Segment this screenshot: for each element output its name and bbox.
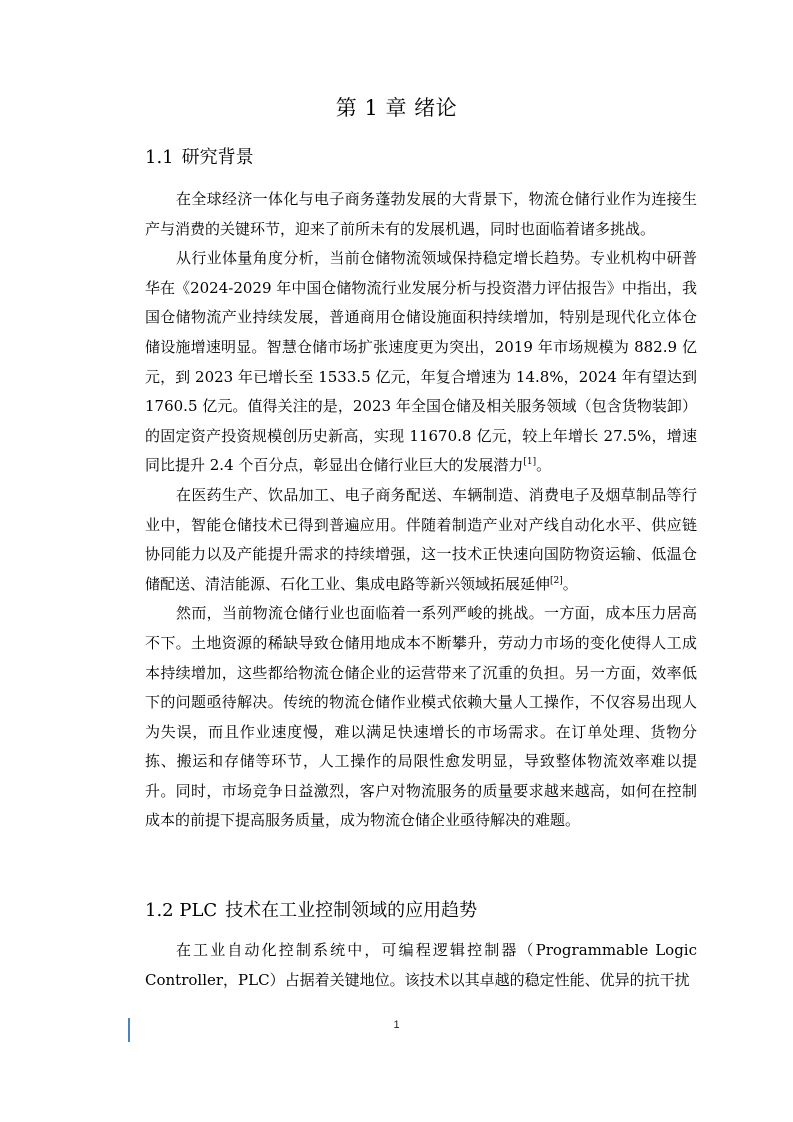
paragraph — [145, 244, 697, 481]
paragraph-text: 在医药生产、饮品加工、电子商务配送、车辆制造、消费电子及烟草制品等行业中，智能仓储技术已得到普遍应用。伴随着制造产业对产线自动化水平、供应链协同能力以及产能提升需求的持续增强，这一技术正快速向国防物资运输、低温仓储配送、清洁能源、石化工业、集成电路等新兴领域拓展延伸 — [145, 485, 697, 593]
paragraph-tail: 。 — [562, 574, 578, 593]
section-title: 技术在工业控制领域的应用趋势 — [225, 900, 478, 921]
section-heading-1-2 — [145, 898, 477, 924]
chapter-title: 第 1 章 绪论 — [335, 96, 458, 120]
section-1-2-body — [145, 936, 697, 995]
paragraph — [145, 599, 697, 836]
citation-ref: [1] — [523, 457, 537, 468]
paragraph — [145, 936, 697, 995]
paragraph-tail: 。 — [536, 456, 552, 475]
section-1-1-body — [145, 185, 697, 836]
paragraph-text: 在工业自动化控制系统中，可编程逻辑控制器（Programmable Logic Controller，PLC）占据着关键地位。该技术以其卓越的稳定性能、优异的抗干扰 — [145, 941, 697, 989]
section-heading-1-1 — [145, 145, 254, 171]
paragraph — [145, 185, 697, 244]
section-title: 研究背景 — [181, 147, 254, 168]
paragraph — [145, 481, 697, 599]
page-number: 1 — [393, 1019, 400, 1031]
section-number: 1.2 PLC — [145, 900, 218, 921]
paragraph-text: 然而，当前物流仓储行业也面临着一系列严峻的挑战。一方面，成本压力居高不下。土地资源的稀缺导致仓储用地成本不断攀升，劳动力市场的变化使得人工成本持续增加，这些都给物流仓储企业的运营带来了沉重的负担。另一方面，效率低下的问题亟待解决。传统的物流仓储作业模式依赖大量人工操作，不仅容易出现人为失误，而且作业速度慢，难以满足快速增长的市场需求。在订单处理、货物分拣、搬运和存储等环节，人工操作的局限性愈发明显，导致整体物流效率难以提升。同时，市场竞争日益激烈，客户对物流服务的质量要求越来越高，如何在控制成本的前提下提高服务质量，成为物流仓储企业亟待解决的难题。 — [145, 604, 697, 830]
citation-ref: [2] — [550, 575, 563, 586]
paragraph-text: 在全球经济一体化与电子商务蓬勃发展的大背景下，物流仓储行业作为连接生产与消费的关键环节，迎来了前所未有的发展机遇，同时也面临着诸多挑战。 — [145, 190, 697, 238]
section-number: 1.1 — [145, 147, 174, 168]
paragraph-text: 从行业体量角度分析，当前仓储物流领域保持稳定增长趋势。专业机构中研普华在《2024-2029 年中国仓储物流行业发展分析与投资潜力评估报告》中指出，我国仓储物流产业持续发展，普通商用仓储设施面积持续增加，特别是现代化立体仓储设施增速明显。智慧仓储市场扩张速度更为突出，2019 年市场规模为 882.9 亿元，到 2023 年已增长至 1533.5 亿元，年复合增速为 14.8%，2024 年有望达到 1760.5 亿元。值得关注的是，2023 年全国仓储及相关服务领域（包含货物装卸）的固定资产投资规模创历史新高，实现 11670.8 亿元，较上年增长 27.5%，增速同比提升 2.4 个百分点，彰显出仓储行业巨大的发展潜力 — [145, 249, 697, 475]
